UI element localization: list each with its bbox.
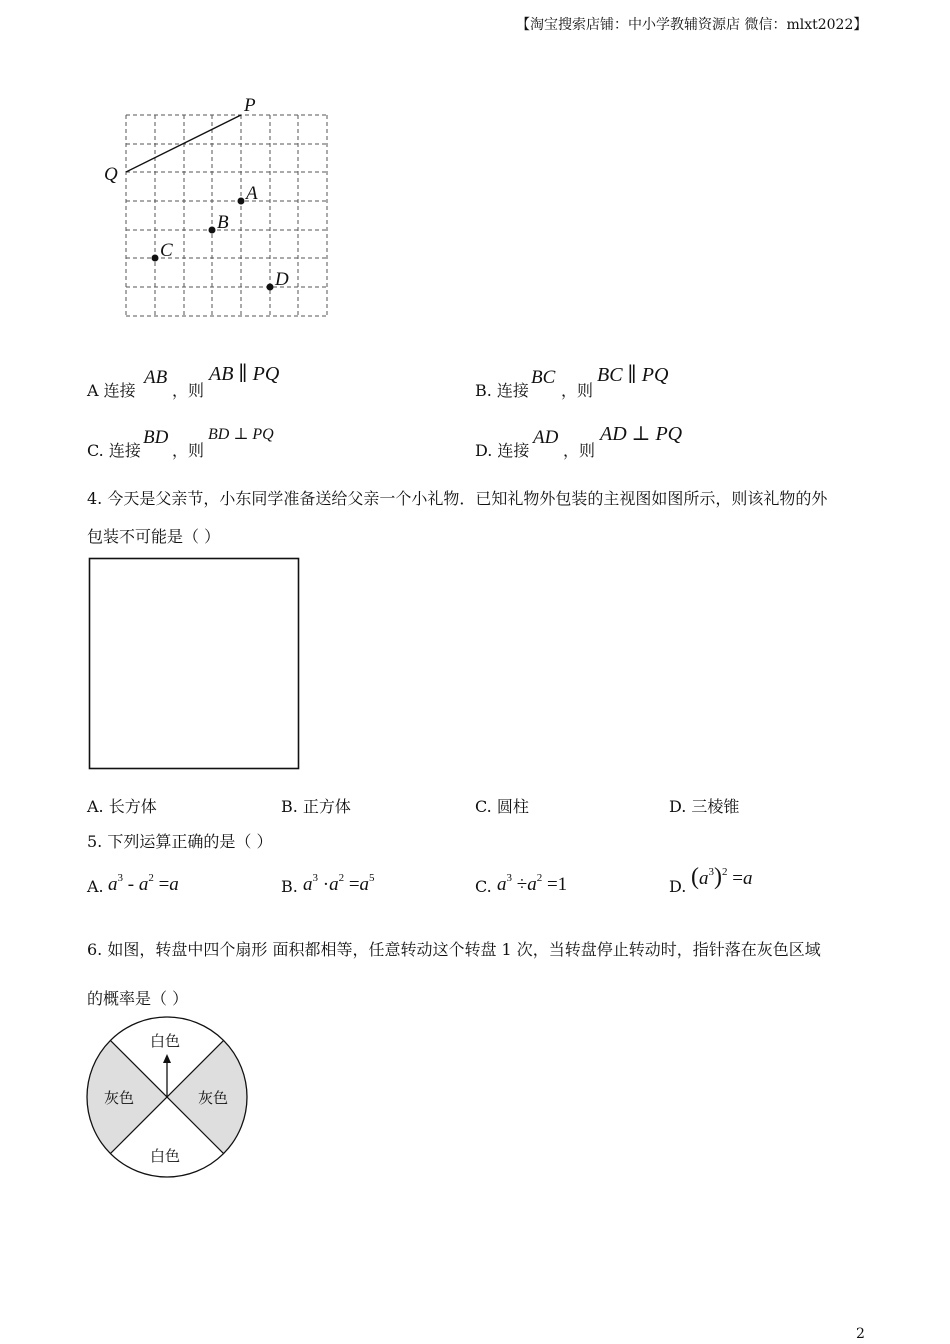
q4-option-b: B. 正方体 [281, 797, 351, 816]
q5-option-c-label: C. [475, 877, 492, 896]
q5-option-c-expr: $a^3 \div a^2 =1$ [497, 872, 568, 895]
grid-figure [100, 90, 340, 325]
q5-option-a-expr: $a^3 - a^2 =a$ [108, 872, 179, 895]
page-header: 【淘宝搜索店铺：中小学教辅资源店 微信：mlxt2022】 [516, 17, 868, 33]
option-b-prefix: B. 连接 [475, 381, 529, 400]
label-d: D [275, 269, 289, 290]
option-a-prefix: A 连接 [87, 381, 136, 400]
q5-option-a-label: A. [87, 877, 104, 896]
label-q: Q [104, 164, 118, 185]
point-c [152, 255, 159, 262]
option-d-seg: AD [533, 427, 559, 448]
q5-option-d-label: D. [669, 877, 687, 896]
q5-option-b-label: B. [281, 877, 298, 896]
sector-top-label: 白色 [150, 1032, 181, 1050]
option-a-comma: ，则 [172, 381, 205, 400]
label-b: B [217, 212, 229, 233]
option-b-seg: BC [531, 367, 556, 388]
point-a [238, 198, 245, 205]
front-view-square [88, 557, 302, 771]
option-b-rel: BC ∥ PQ [597, 364, 669, 386]
sector-right-label: 灰色 [198, 1089, 229, 1107]
q4-option-c: C. 圆柱 [475, 797, 529, 816]
q6-stem-line1: 6. 如图，转盘中四个扇形 面积都相等，任意转动这个转盘 1 次，当转盘停止转动时，指针落在灰色区域 [87, 940, 821, 959]
pointer-arrow-icon [163, 1054, 171, 1063]
q4-option-d: D. 三棱锥 [669, 797, 740, 816]
q5-option-b-expr: $a^3 \cdot a^2 =a^5$ [303, 872, 375, 895]
option-a-seg: AB [144, 367, 168, 388]
option-a-rel: AB ∥ PQ [209, 363, 280, 385]
option-c-rel: BD ⊥ PQ [208, 426, 274, 443]
q4-stem-line2: 包装不可能是（ ） [87, 527, 221, 546]
option-d-rel: AD ⊥ PQ [600, 423, 683, 445]
label-c: C [160, 240, 173, 261]
label-p: P [244, 95, 256, 116]
q4-option-a: A. 长方体 [87, 797, 157, 816]
option-c-seg: BD [143, 427, 169, 448]
sector-bottom-label: 白色 [150, 1147, 181, 1165]
sector-left-label: 灰色 [104, 1089, 135, 1107]
option-b-comma: ，则 [561, 381, 594, 400]
q5-option-d-expr: $(a^3)^2 =a$ [691, 864, 753, 890]
spinner [86, 1016, 248, 1178]
option-c-prefix: C. 连接 [87, 441, 141, 460]
label-a: A [246, 183, 258, 204]
page-number: 2 [856, 1326, 865, 1342]
option-c-comma: ，则 [172, 441, 205, 460]
q6-stem-line2: 的概率是（ ） [87, 989, 189, 1008]
q4-stem-line1: 4. 今天是父亲节，小东同学准备送给父亲一个小礼物．已知礼物外包装的主视图如图所示，则该礼物的外 [87, 489, 828, 508]
q5-stem: 5. 下列运算正确的是（ ） [87, 832, 273, 851]
option-d-comma: ，则 [563, 441, 596, 460]
point-b [209, 227, 216, 234]
option-d-prefix: D. 连接 [475, 441, 530, 460]
point-d [267, 284, 274, 291]
